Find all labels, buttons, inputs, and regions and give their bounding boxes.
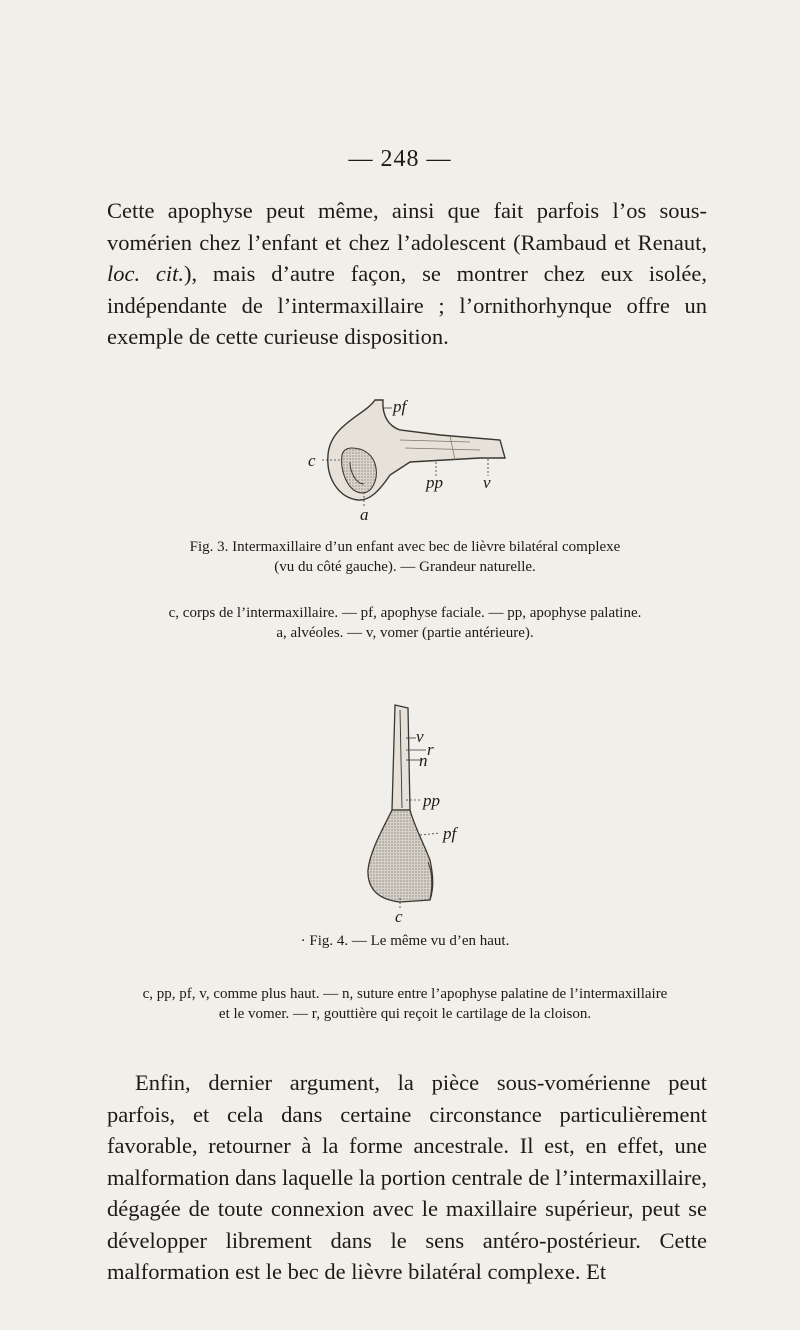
figure-3-legend-line-1: c, corps de l’intermaxillaire. — pf, apophyse faciale. — pp, apophyse palatine. <box>168 605 642 621</box>
figure-3-legend-line-2: a, alvéoles. — v, vomer (partie antérieure). <box>276 625 534 641</box>
figure-4-legend-line-1: c, pp, pf, v, comme plus haut. — n, suture entre l’apophyse palatine de l’intermaxillaire <box>142 986 668 1002</box>
figure-3-caption <box>100 537 710 577</box>
figure-4-label-n: n <box>419 751 428 770</box>
paragraph-opening-text-a: Cette apophyse peut même, ainsi que fait parfois l’os sous-vomérien chez l’enfant et chez l’adolescent (Rambaud et Renaut, <box>107 198 707 255</box>
figure-3-label-c: c <box>308 451 316 470</box>
figure-4-label-pp: pp <box>423 791 440 810</box>
figure-4-legend <box>100 984 710 1024</box>
paragraph-opening <box>107 195 707 353</box>
figure-4-label-r: r <box>427 740 434 759</box>
figure-4-illustration <box>340 700 510 925</box>
paragraph-opening-citation: loc. cit. <box>107 261 185 286</box>
figure-4-caption-line: · Fig. 4. — Le même vu d’en haut. <box>300 933 510 949</box>
figure-3-label-pf: pf <box>393 397 407 416</box>
figure-4-legend-line-2: et le vomer. — r, gouttière qui reçoit le cartilage de la cloison. <box>218 1006 592 1022</box>
figure-4-label-pf: pf <box>443 824 457 843</box>
figure-4-caption <box>100 931 710 951</box>
page-number: — 248 — <box>348 146 452 172</box>
figure-3-label-pp: pp <box>426 473 443 492</box>
paragraph-closing: Enfin, dernier argument, la pièce sous-vomérienne peut parfois, et cela dans certaine circonstance particulièrement favorable, retourner à la forme ancestrale. Il est, en effet, une malformation dans laquelle la portion centrale de l’intermaxillaire, dégagée de toute connexion avec le maxillaire supérieur, peut se développer librement dans le sens antéro-postérieur. Cette malformation est le bec de lièvre bilatéral complexe. Et <box>107 1070 707 1284</box>
figure-3-label-a: a <box>360 505 369 524</box>
figure-4-label-v: v <box>416 727 424 746</box>
figure-3-label-v: v <box>483 473 491 492</box>
figure-3-legend <box>100 603 710 643</box>
paragraph-opening-text-c: ), mais d’autre façon, se montrer chez eux isolée, indépendante de l’intermaxillaire ; l’ornithorhynque offre un exemple de cette curieuse disposition. <box>107 261 707 349</box>
figure-3-caption-line-1: Fig. 3. Intermaxillaire d’un enfant avec bec de lièvre bilatéral complexe <box>189 539 621 555</box>
figure-4-label-c: c <box>395 907 403 925</box>
figure-3-caption-line-2: (vu du côté gauche). — Grandeur naturelle. <box>274 559 536 575</box>
figure-3-illustration <box>280 380 530 530</box>
